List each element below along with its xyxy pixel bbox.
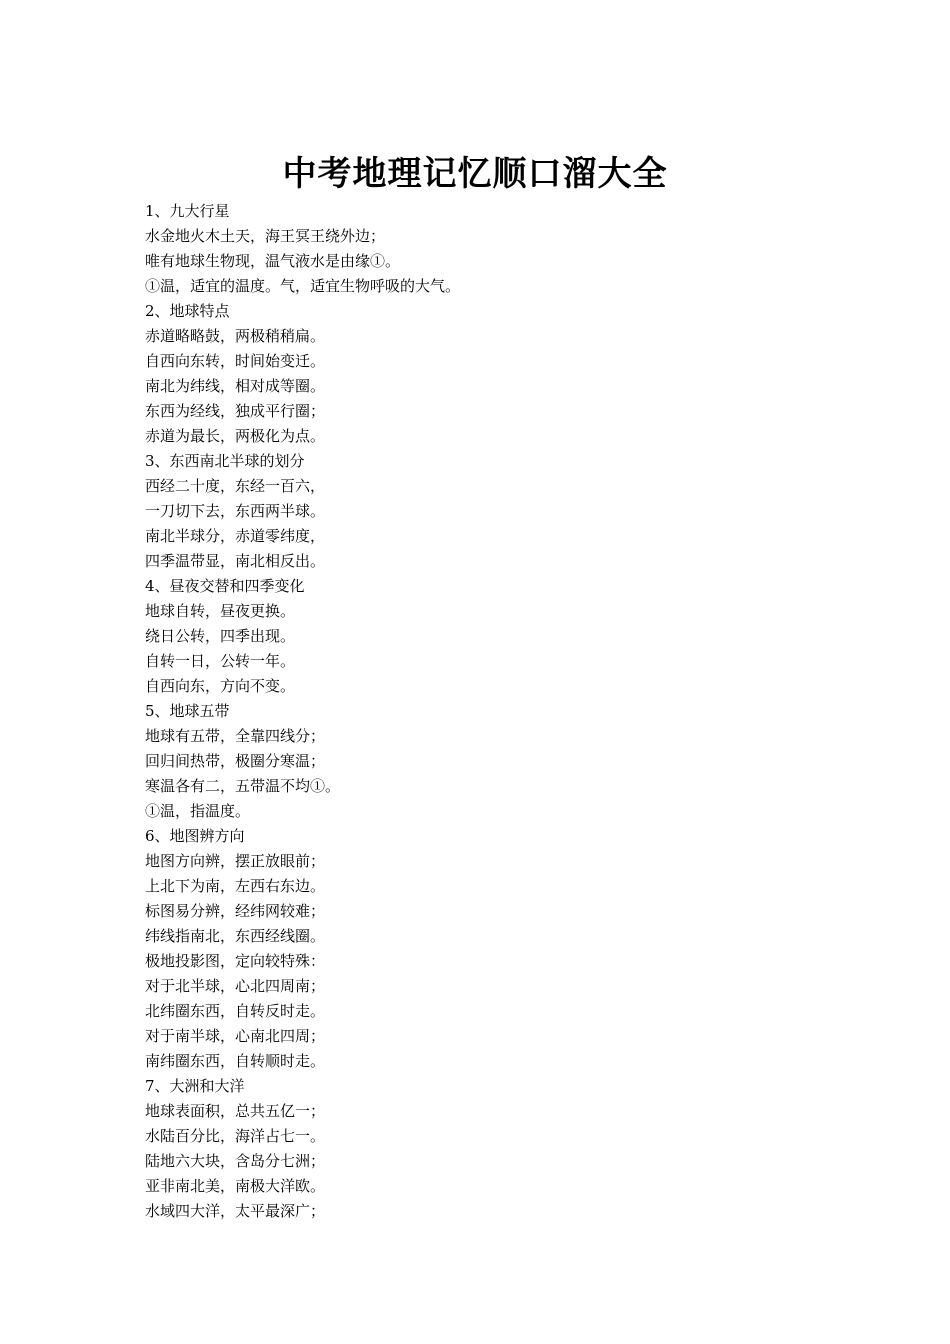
text-line: 四季温带显，南北相反出。 [145,552,326,570]
text-line: 南北为纬线，相对成等圈。 [145,377,326,395]
text-line: 唯有地球生物现，温气液水是由缘①。 [145,252,401,270]
text-line: 一刀切下去，东西两半球。 [145,502,326,520]
text-line: 标图易分辨，经纬网较难； [145,902,326,920]
text-line: ①温，适宜的温度。气，适宜生物呼吸的大气。 [145,277,461,295]
text-line: 地球有五带，全靠四线分； [145,727,326,745]
text-line: 陆地六大块，含岛分七洲； [145,1152,326,1170]
text-line: 纬线指南北，东西经线圈。 [145,927,326,945]
text-line: 自西向东，方向不变。 [145,677,296,695]
text-line: 水陆百分比，海洋占七一。 [145,1127,326,1145]
text-line: 赤道为最长，两极化为点。 [145,427,326,445]
document-body [145,199,825,1224]
text-line: 上北下为南，左西右东边。 [145,877,326,895]
section-heading: 1、九大行星 [145,202,230,220]
text-line: 极地投影图，定向较特殊： [145,952,326,970]
section-heading: 7、大洲和大洋 [145,1077,245,1095]
section-heading: 3、东西南北半球的划分 [145,452,305,470]
section-heading: 2、地球特点 [145,302,230,320]
text-line: 亚非南北美，南极大洋欧。 [145,1177,326,1195]
section-heading: 6、地图辨方向 [145,827,245,845]
text-line: 北纬圈东西，自转反时走。 [145,1002,326,1020]
text-line: 东西为经线，独成平行圈； [145,402,326,420]
text-line: 地球自转，昼夜更换。 [145,602,296,620]
text-line: 自西向东转，时间始变迁。 [145,352,326,370]
text-line: 赤道略略鼓，两极稍稍扁。 [145,327,326,345]
text-line: 水金地火木土天，海王冥王绕外边； [145,227,386,245]
text-line: 南北半球分，赤道零纬度， [145,527,326,545]
text-line: 自转一日，公转一年。 [145,652,296,670]
text-line: 回归间热带，极圈分寒温； [145,752,326,770]
section-heading: 5、地球五带 [145,702,230,720]
text-line: 绕日公转，四季出现。 [145,627,296,645]
text-line: 对于北半球，心北四周南； [145,977,326,995]
text-line: 西经二十度，东经一百六， [145,477,326,495]
document-title: 中考地理记忆顺口溜大全 [282,154,668,194]
text-line: 地球表面积，总共五亿一； [145,1102,326,1120]
text-line: 水域四大洋，太平最深广； [145,1202,326,1220]
text-line: 南纬圈东西，自转顺时走。 [145,1052,326,1070]
text-line: 寒温各有二，五带温不均①。 [145,777,341,795]
text-line: ①温，指温度。 [145,802,251,820]
text-line: 地图方向辨，摆正放眼前； [145,852,326,870]
section-heading: 4、昼夜交替和四季变化 [145,577,305,595]
text-line: 对于南半球，心南北四周； [145,1027,326,1045]
